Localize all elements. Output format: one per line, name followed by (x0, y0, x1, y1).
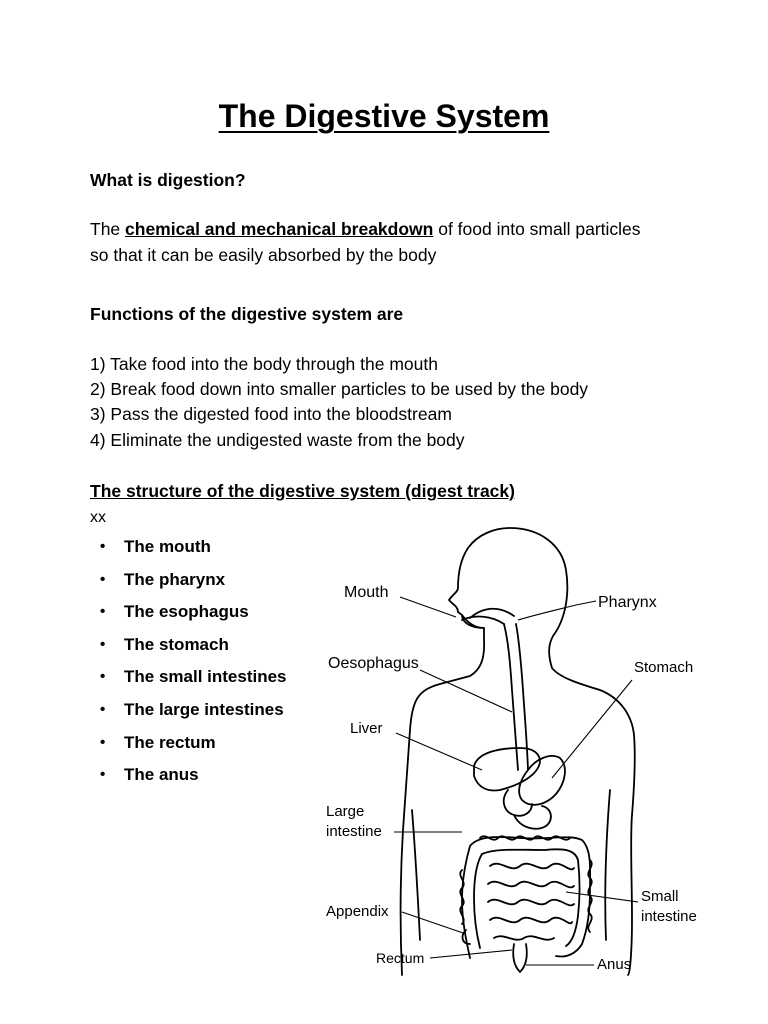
bullet-icon: • (100, 700, 106, 718)
label-anus: Anus (597, 956, 632, 973)
organ-label: The pharynx (124, 569, 226, 589)
label-appendix: Appendix (326, 903, 389, 920)
definition-suffix: of food into small particles (433, 219, 641, 239)
label-oesophagus: Oesophagus (328, 655, 419, 672)
bullet-icon: • (100, 635, 106, 653)
organ-item (100, 567, 287, 600)
organ-label: The small intestines (124, 667, 287, 687)
digestive-system-diagram (318, 515, 710, 977)
definition-emphasis: chemical and mechanical breakdown (125, 219, 434, 239)
page-title: The Digestive System (218, 98, 550, 134)
label-liver: Liver (350, 720, 383, 737)
bullet-icon: • (100, 766, 106, 784)
bullet-icon: • (100, 538, 106, 555)
organ-item (100, 697, 287, 730)
question-heading: What is digestion? (90, 170, 246, 190)
structure-heading: The structure of the digestive system (digest track) (90, 481, 515, 501)
label-pharynx: Pharynx (598, 594, 657, 611)
organ-item (100, 762, 287, 795)
organ-item (100, 632, 287, 665)
organ-label: The large intestines (124, 699, 284, 719)
liver-shape (474, 748, 540, 790)
label-stomach: Stomach (634, 659, 694, 676)
function-item: 3) Pass the digested food into the bloodstream (90, 404, 452, 424)
function-item: 2) Break food down into smaller particles to be used by the body (90, 379, 589, 399)
pancreas (514, 806, 551, 829)
label-large-intestine: intestine (326, 823, 382, 840)
organ-item (100, 534, 287, 567)
stray-text: xx (90, 509, 106, 526)
function-item: 4) Eliminate the undigested waste from the body (90, 430, 465, 450)
organ-label: The rectum (124, 732, 216, 752)
small-intestine (488, 864, 574, 940)
bullet-icon: • (100, 668, 106, 686)
label-rectum: Rectum (376, 950, 425, 966)
definition-prefix: The (90, 219, 126, 239)
function-item: 1) Take food into the body through the mouth (90, 354, 438, 374)
rectum-shape (513, 944, 527, 972)
bullet-icon: • (100, 570, 106, 588)
label-small-intestine: intestine (641, 908, 697, 925)
label-mouth: Mouth (344, 584, 389, 601)
organ-label: The esophagus (124, 602, 249, 622)
label-large-intestine: Large (326, 803, 365, 820)
organ-label: The mouth (124, 537, 211, 556)
organ-item (100, 730, 287, 763)
arm-line-right (605, 790, 610, 940)
functions-heading: Functions of the digestive system are (90, 304, 404, 324)
definition-line-2: so that it can be easily absorbed by the body (90, 245, 437, 265)
organ-label: The anus (124, 765, 199, 785)
definition-line-1 (90, 217, 641, 242)
organ-label: The stomach (124, 634, 229, 654)
label-small-intestine: Small (641, 888, 679, 905)
bullet-icon: • (100, 603, 106, 621)
organ-item (100, 664, 287, 697)
arm-line-left (412, 810, 420, 940)
bullet-icon: • (100, 733, 106, 751)
organ-item (100, 599, 287, 632)
organ-list (100, 534, 287, 795)
